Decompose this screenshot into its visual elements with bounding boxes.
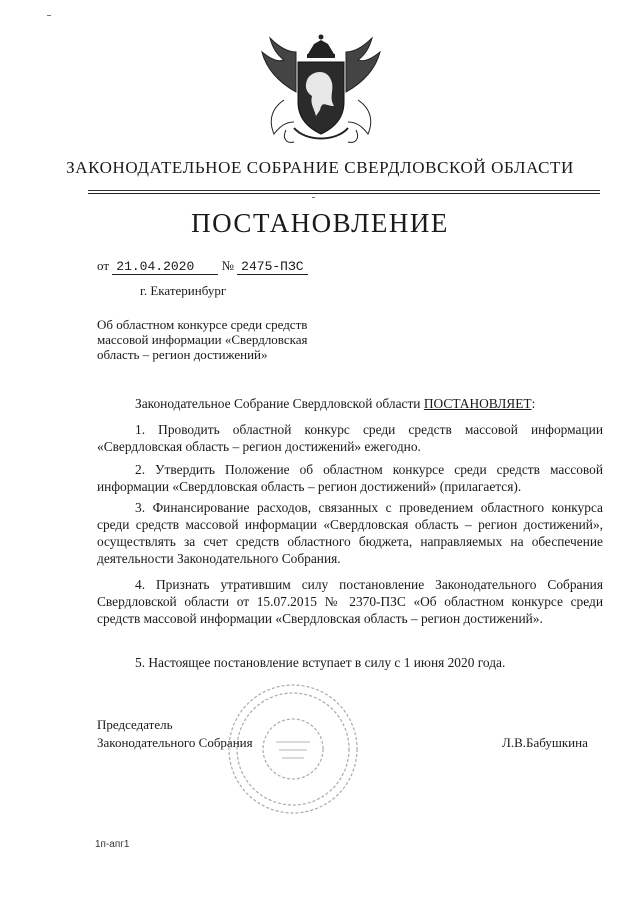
signatory-title-line: Законодательного Собрания: [97, 735, 253, 750]
preamble: [135, 396, 535, 412]
signatory-title-line: Председатель: [97, 717, 173, 732]
organization-name: ЗАКОНОДАТЕЛЬНОЕ СОБРАНИЕ СВЕРДЛОВСКОЙ ОБЛАСТИ: [66, 158, 574, 177]
paragraph-4: 4. Признать утратившим силу постановление Законодательного Собрания Свердловской области от 15.07.2015 № 2370-ПЗС «Об областном конкурсе среди средств массовой информации «Свердловская область – регион достижений».: [97, 577, 603, 626]
document-date: 21.04.2020: [112, 259, 218, 275]
number-prefix: №: [221, 258, 234, 273]
signatory-name: Л.В.Бабушкина: [502, 735, 588, 750]
header-rule: [88, 193, 600, 194]
scan-mark: [47, 15, 51, 16]
document-number: 2475-ПЗС: [237, 259, 307, 275]
paragraph-1: 1. Проводить областной конкурс среди средств массовой информации «Свердловская область – регион достижений» ежегодно.: [97, 422, 603, 454]
date-number-line: [97, 258, 308, 275]
date-prefix: от: [97, 258, 110, 273]
preamble-text: Законодательное Собрание Свердловской области: [135, 396, 424, 411]
signatory-title: [97, 716, 253, 752]
footer-code: 1п-апг1: [95, 839, 130, 850]
preamble-colon: :: [531, 396, 536, 411]
city: г. Екатеринбург: [140, 283, 227, 298]
header-rule: [88, 190, 600, 191]
paragraph-3: 3. Финансирование расходов, связанных с проведением областного конкурса среди средств массовой информации «Свердловская область – регион достижений», осуществлять за счет средств областного бюджета, направляемых на обеспечение деятельности Законодательного Собрания.: [97, 500, 603, 566]
document-subject: Об областном конкурсе среди средств массовой информации «Свердловская область – регион достижений»: [97, 317, 308, 362]
paragraph-2: 2. Утвердить Положение об областном конкурсе среди средств массовой информации «Свердловская область – регион достижений» (прилагается).: [97, 462, 603, 494]
preamble-keyword: ПОСТАНОВЛЯЕТ: [423, 396, 532, 411]
coat-of-arms-icon: [256, 30, 386, 148]
document-type: ПОСТАНОВЛЕНИЕ: [191, 208, 449, 238]
paragraph-5: 5. Настоящее постановление вступает в силу с 1 июня 2020 года.: [135, 655, 506, 670]
scan-mark: [312, 197, 315, 198]
